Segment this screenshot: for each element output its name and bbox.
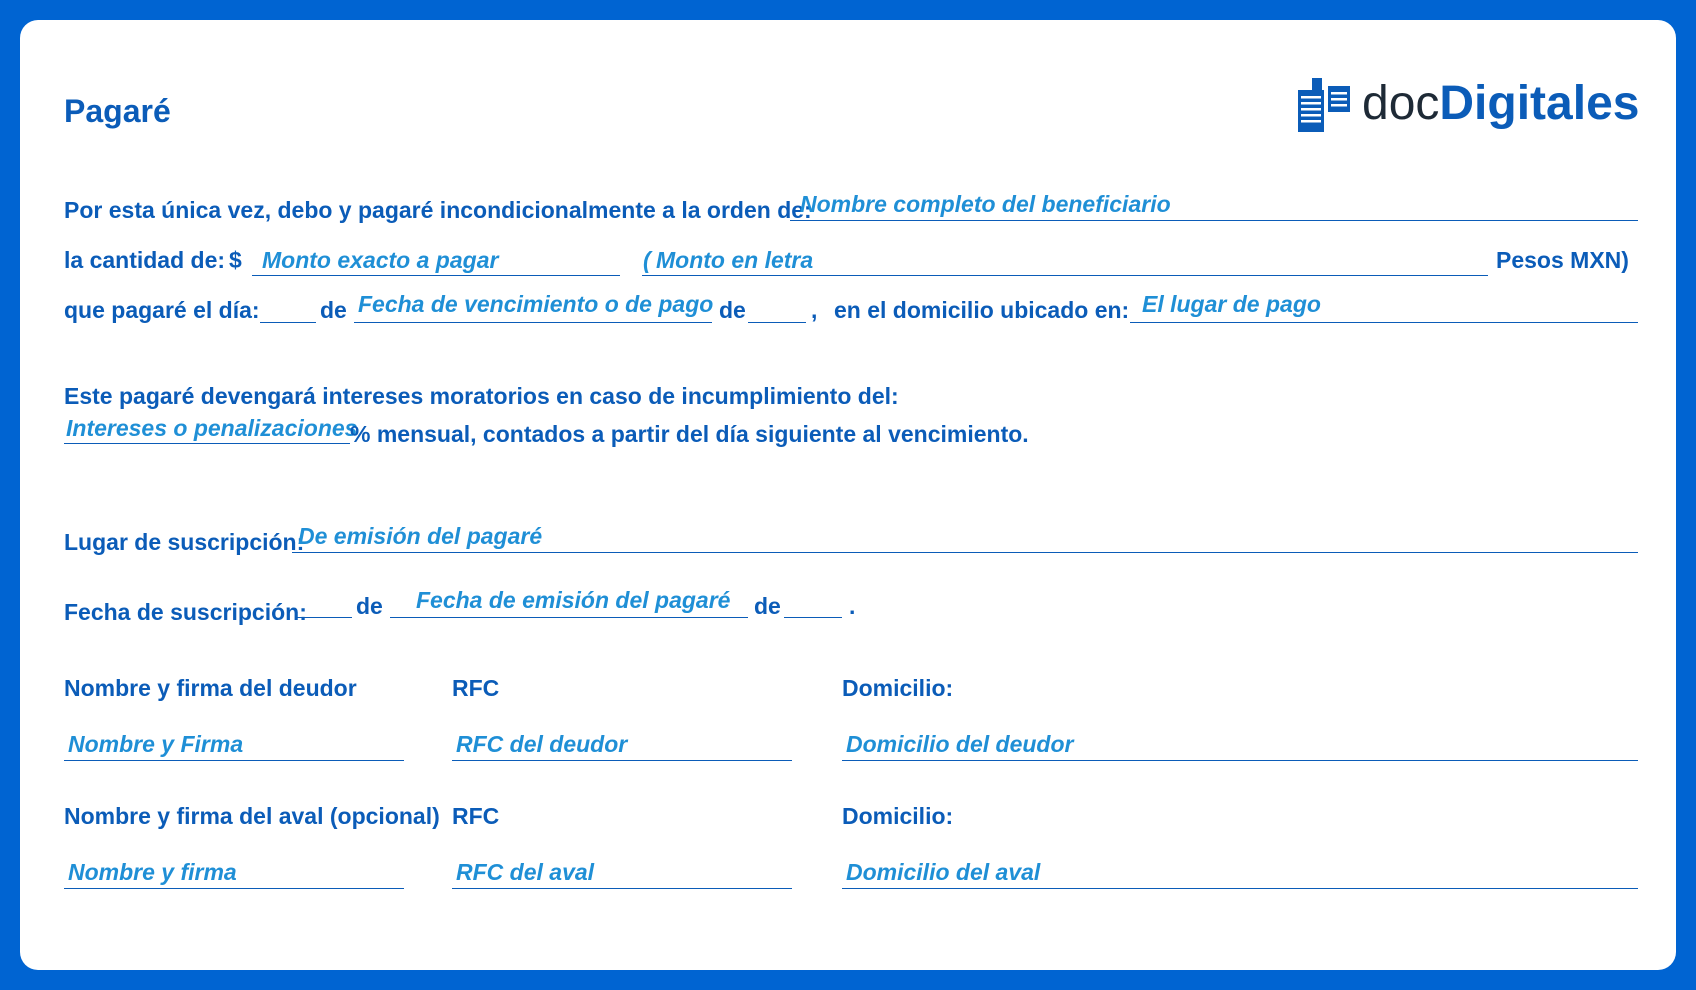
due-year-underline[interactable]: [748, 322, 806, 323]
interest-underline: [64, 443, 350, 444]
beneficiary-label: Por esta única vez, debo y pagaré incondicionalmente a la orden de:: [64, 197, 812, 223]
due-date-underline: [354, 322, 712, 323]
subscription-date-field[interactable]: Fecha de emisión del pagaré: [416, 587, 731, 613]
subscription-de-2: de: [754, 593, 781, 619]
page-title: Pagaré: [64, 93, 171, 129]
subscription-place-underline: [292, 552, 1638, 553]
subscription-period: .: [849, 593, 856, 619]
guarantor-name-label: Nombre y firma del aval (opcional): [64, 803, 440, 829]
guarantor-name-field[interactable]: Nombre y firma: [68, 859, 237, 885]
subscription-date-label: Fecha de suscripción:: [64, 599, 307, 625]
subscription-day-underline[interactable]: [296, 617, 352, 618]
de-label-1: de: [320, 297, 347, 323]
logo-prefix: doc: [1362, 77, 1440, 130]
guarantor-rfc-field[interactable]: RFC del aval: [456, 859, 595, 885]
subscription-place-label: Lugar de suscripción:: [64, 529, 305, 555]
interest-terms: % mensual, contados a partir del día siguiente al vencimiento.: [350, 421, 1029, 447]
due-day-label: que pagaré el día:: [64, 297, 260, 323]
logo-suffix: Digitales: [1439, 77, 1640, 130]
interest-field[interactable]: Intereses o penalizaciones: [66, 415, 358, 441]
beneficiary-field[interactable]: Nombre completo del beneficiario: [800, 191, 1171, 217]
comma: ,: [811, 297, 818, 323]
guarantor-rfc-underline: [452, 888, 792, 889]
guarantor-rfc-label: RFC: [452, 803, 500, 829]
logo-text: [1362, 76, 1639, 132]
beneficiary-underline: [790, 220, 1638, 221]
subscription-de-1: de: [356, 593, 383, 619]
guarantor-address-label: Domicilio:: [842, 803, 954, 829]
debtor-rfc-underline: [452, 760, 792, 761]
amount-label: la cantidad de:: [64, 247, 226, 273]
debtor-address-label: Domicilio:: [842, 675, 954, 701]
guarantor-address-field[interactable]: Domicilio del aval: [846, 859, 1041, 885]
currency-suffix: Pesos MXN): [1496, 247, 1629, 273]
de-label-2: de: [719, 297, 746, 323]
debtor-name-field[interactable]: Nombre y Firma: [68, 731, 244, 757]
payment-place-underline: [1130, 322, 1638, 323]
promissory-note-card: [20, 20, 1676, 970]
documents-icon: [1298, 78, 1350, 132]
debtor-name-label: Nombre y firma del deudor: [64, 675, 357, 701]
interest-text: Este pagaré devengará intereses moratorios en caso de incumplimiento del:: [64, 383, 899, 409]
amount-underline: [252, 275, 620, 276]
debtor-address-underline: [842, 760, 1638, 761]
debtor-name-underline: [64, 760, 404, 761]
subscription-place-field[interactable]: De emisión del pagaré: [298, 523, 543, 549]
debtor-rfc-field[interactable]: RFC del deudor: [456, 731, 628, 757]
currency-symbol: $: [229, 247, 242, 273]
payment-place-field[interactable]: El lugar de pago: [1142, 291, 1321, 317]
payment-address-label: en el domicilio ubicado en:: [834, 297, 1130, 323]
paren-open: (: [643, 247, 651, 273]
amount-words-underline: [642, 275, 1488, 276]
debtor-address-field[interactable]: Domicilio del deudor: [846, 731, 1074, 757]
debtor-rfc-label: RFC: [452, 675, 500, 701]
subscription-date-underline: [390, 617, 748, 618]
guarantor-address-underline: [842, 888, 1638, 889]
guarantor-name-underline: [64, 888, 404, 889]
due-date-field[interactable]: Fecha de vencimiento o de pago: [358, 291, 714, 317]
due-day-underline[interactable]: [260, 322, 316, 323]
amount-field[interactable]: Monto exacto a pagar: [262, 247, 499, 273]
subscription-year-underline[interactable]: [784, 617, 842, 618]
amount-words-field[interactable]: Monto en letra: [656, 247, 814, 273]
